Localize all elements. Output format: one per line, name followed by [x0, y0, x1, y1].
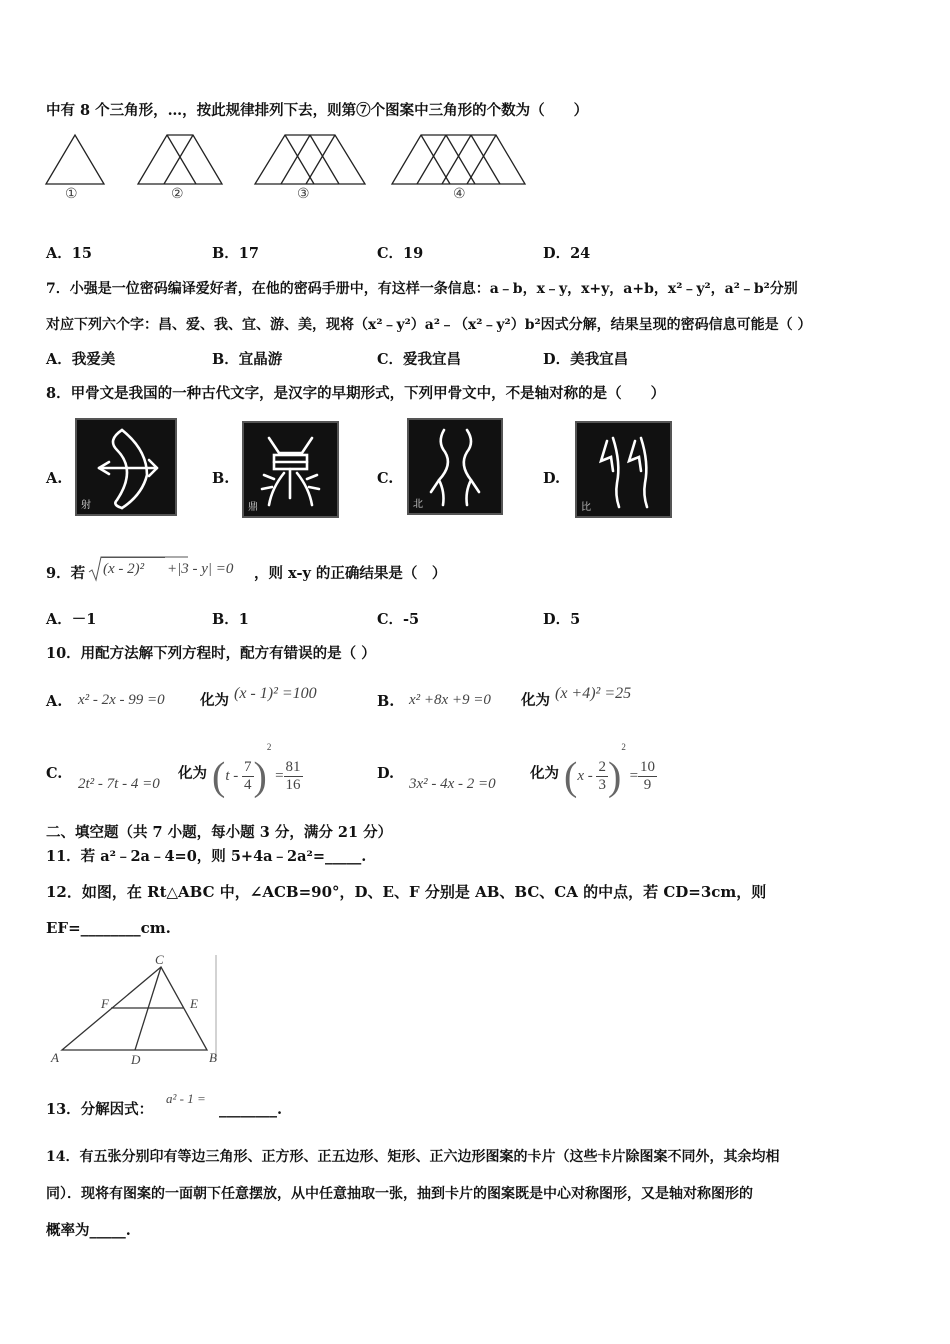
point-e-label: E	[190, 996, 198, 1011]
q9-option-b: B．1	[212, 611, 249, 628]
q8-option-a-label: A.	[46, 470, 63, 487]
q9-abs-expr: +|3 - y| =0	[167, 561, 234, 577]
q10-d-to: 化为	[530, 765, 559, 782]
q8-option-d-label: D.	[543, 470, 561, 487]
point-d-label: D	[131, 1052, 141, 1067]
glyph-caption-a: 射	[81, 500, 91, 511]
q14-line-1: 14．有五张分别印有等边三角形、正方形、正五边形、矩形、正六边形图案的卡片（这些卡片除图案不同外，其余均相	[46, 1149, 780, 1165]
q10-a-equation: x² - 2x - 99 =0	[78, 692, 165, 708]
q8-option-c-label: C.	[377, 470, 394, 487]
q7-option-c: C．爱我宜昌	[377, 351, 462, 368]
q7-option-b: B．宜晶游	[212, 351, 283, 368]
q6-option-a: A．15	[46, 245, 92, 262]
pattern-label-4: ④	[453, 187, 466, 202]
q12-line-1: 12．如图，在 Rt△ABC 中，∠ACB=90°，D、E、F 分别是 AB、BC、CA 的中点，若 CD=3cm，则	[46, 883, 767, 901]
q9-suffix: ，则 x-y 的正确结果是（ ）	[254, 565, 447, 582]
q10-a-to: 化为	[200, 692, 229, 709]
q9-prefix: 9．若	[46, 565, 86, 582]
q9-sqrt-expr: (x - 2)²	[103, 561, 145, 577]
q10-a-result: (x - 1)² =100	[234, 685, 317, 702]
q10-c-equation: 2t² - 7t - 4 =0	[78, 776, 160, 792]
q13-blank: ________.	[219, 1101, 283, 1118]
q14-line-2: 同）．现将有图案的一面朝下任意摆放，从中任意抽取一张，抽到卡片的图案既是中心对称图形，又是轴对称图形的	[46, 1186, 753, 1202]
section-2-heading: 二、填空题（共 7 小题，每小题 3 分，满分 21 分）	[46, 824, 393, 841]
vertex-b-label: B	[209, 1050, 217, 1065]
q7-line-2: 对应下列六个字：昌、爱、我、宜、游、美，现将（x²﹣y²）a²﹣（x²﹣y²）b²因式分解，结果呈现的密码信息可能是（ ）	[46, 317, 812, 333]
q6-option-d: D．24	[543, 245, 591, 262]
q6-stem: 中有 8 个三角形，…，按此规律排列下去，则第⑦个图案中三角形的个数为（ ）	[46, 102, 589, 119]
q9-option-c: C．-5	[377, 611, 420, 628]
vertex-c-label: C	[155, 952, 164, 967]
vertex-a-label: A	[51, 1050, 59, 1065]
q13-prefix: 13．分解因式：	[46, 1101, 154, 1118]
glyph-caption-d: 比	[581, 502, 591, 513]
pattern-label-3: ③	[297, 187, 310, 202]
q10-c-result: (t - $\frac{7}{4}$ )$^2$ = $\frac{81}{16}$	[212, 742, 301, 799]
q10-d-label: D.	[377, 765, 395, 782]
q14-line-3: 概率为_____.	[46, 1222, 131, 1239]
q10-d-equation: 3x² - 4x - 2 =0	[409, 776, 496, 792]
q10-c-to: 化为	[178, 765, 207, 782]
q8-stem: 8．甲骨文是我国的一种古代文字，是汉字的早期形式，下列甲骨文中，不是轴对称的是（ ）	[46, 385, 666, 402]
pattern-label-1: ①	[65, 187, 78, 202]
q7-option-d: D．美我宜昌	[543, 351, 629, 368]
q10-stem: 10．用配方法解下列方程时，配方有错误的是（ ）	[46, 645, 376, 662]
q13-expression: a² - 1 =	[166, 1091, 206, 1106]
glyph-caption-c: 北	[413, 499, 423, 510]
q11: 11．若 a²﹣2a﹣4=0，则 5+4a﹣2a²=_____.	[46, 848, 367, 865]
q12-line-2: EF=________cm.	[46, 919, 171, 937]
q10-c-label: C.	[46, 765, 63, 782]
q6-option-b: B．17	[212, 245, 259, 262]
q9-option-d: D．5	[543, 611, 581, 628]
q10-b-to: 化为	[521, 692, 550, 709]
q7-line-1: 7．小强是一位密码编译爱好者，在他的密码手册中，有这样一条信息：a﹣b，x﹣y，x+y，a+b，x²﹣y²，a²﹣b²分别	[46, 281, 798, 297]
q10-b-label: B.	[377, 693, 395, 710]
q9-option-a: A．－1	[46, 611, 97, 628]
q10-b-result: (x +4)² =25	[555, 685, 632, 702]
q10-b-equation: x² +8x +9 =0	[409, 692, 491, 708]
q8-option-b-label: B.	[212, 470, 230, 487]
q10-d-result: (x - $\frac{2}{3}$ )$^2$ = $\frac{10}{9}$	[564, 742, 656, 799]
pattern-label-2: ②	[171, 187, 184, 202]
q6-option-c: C．19	[377, 245, 424, 262]
q10-a-label: A.	[46, 693, 63, 710]
q7-option-a: A．我爱美	[46, 351, 116, 368]
point-f-label: F	[101, 996, 109, 1011]
glyph-caption-b: 鼎	[248, 502, 258, 513]
